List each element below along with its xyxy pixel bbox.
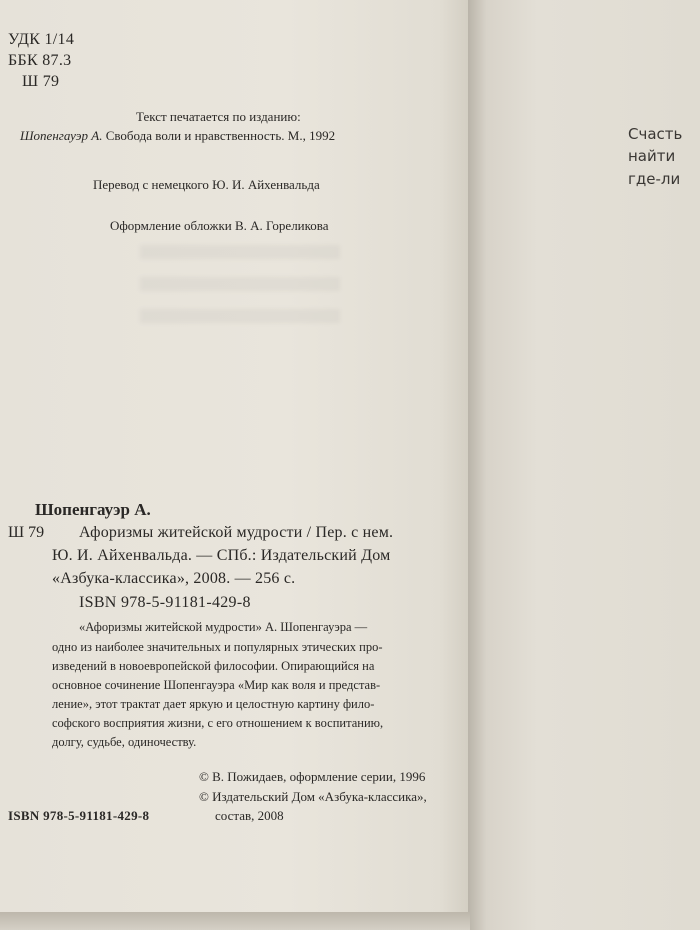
copyright-line-2: © Издательский Дом «Азбука-классика», [199, 789, 427, 804]
catalog-code: Ш 79 [8, 524, 45, 541]
page-edge-shadow [0, 912, 470, 930]
annotation-line-7: долгу, судьбе, одиночеству. [52, 735, 197, 749]
author-heading: Шопенгауэр А. [35, 500, 151, 519]
cover-credit: Оформление обложки В. А. Гореликова [110, 218, 329, 233]
copyright-line-3: состав, 2008 [215, 808, 284, 823]
udk-code: УДК 1/14 [8, 31, 75, 48]
isbn-main: ISBN 978-5-91181-429-8 [79, 594, 251, 611]
author-mark: Ш 79 [22, 73, 60, 90]
source-title: Свобода воли и нравственность. М., 1992 [105, 128, 336, 143]
source-author: Шопенгауэр А. [20, 128, 103, 143]
right-page-line-2: найти [628, 147, 676, 165]
annotation-line-5: ление», этот трактат дает яркую и целостную картину фило- [52, 697, 375, 711]
annotation-line-6: софского восприятия жизни, с его отношением к воспитанию, [52, 716, 384, 730]
source-edition [20, 128, 335, 144]
annotation-line-4: основное сочинение Шопенгауэра «Мир как воля и представ- [52, 678, 381, 692]
source-label: Текст печатается по изданию: [136, 109, 301, 124]
bib-line-1: Афоризмы житейской мудрости / Пер. с нем. [79, 524, 394, 541]
annotation-line-1: «Афоризмы житейской мудрости» А. Шопенгауэра — [79, 620, 368, 634]
show-through-text [140, 245, 340, 340]
right-page-line-3: где-ли [628, 170, 681, 188]
annotation-line-2: одно из наиболее значительных и популярных этических про- [52, 640, 383, 654]
translator-credit: Перевод с немецкого Ю. И. Айхенвальда [93, 177, 320, 192]
bib-line-2: Ю. И. Айхенвальда. — СПб.: Издательский Дом [52, 547, 391, 564]
isbn-bottom: ISBN 978-5-91181-429-8 [8, 808, 150, 823]
copyright-line-1: © В. Пожидаев, оформление серии, 1996 [199, 769, 426, 784]
bib-line-3: «Азбука-классика», 2008. — 256 с. [52, 570, 296, 587]
right-page-line-1: Счасть [628, 125, 683, 143]
bbk-code: ББК 87.3 [8, 52, 72, 69]
annotation-line-3: изведений в новоевропейской философии. Опирающийся на [52, 659, 375, 673]
